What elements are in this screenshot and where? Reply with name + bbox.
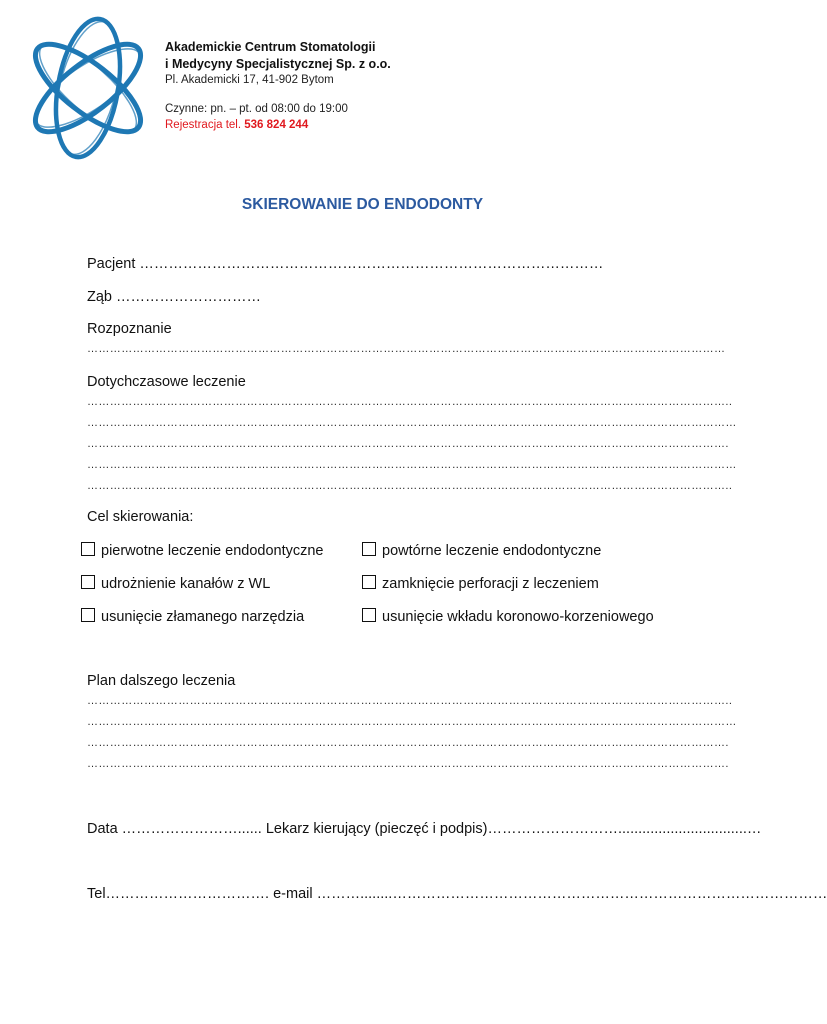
- treatment-line: ………………………………………………………………………………………………………………………………………………………: [87, 459, 737, 471]
- option-retreatment[interactable]: [362, 542, 601, 559]
- option-canal-unblocking[interactable]: [81, 575, 270, 592]
- document-title: SKIEROWANIE DO ENDODONTY: [241, 196, 484, 213]
- purpose-label: Cel skierowania:: [87, 509, 194, 525]
- checkbox[interactable]: [81, 575, 95, 589]
- plan-line: ……………………………………………………………………………………………………………………………………………………..: [87, 695, 733, 707]
- option-perforation-closure[interactable]: [362, 575, 599, 592]
- plan-line: …………………………………………………………………………………………………………………………………………………….: [87, 737, 729, 749]
- plan-line: …………………………………………………………………………………………………………………………………………………….: [87, 758, 729, 770]
- treatment-line: ……………………………………………………………………………………………………………………………………………………..: [87, 396, 733, 408]
- tooth-field: Ząb …………………………: [87, 289, 262, 305]
- option-label: udrożnienie kanałów z WL: [101, 576, 271, 592]
- diagnosis-label: Rozpoznanie: [87, 321, 172, 337]
- plan-label: Plan dalszego leczenia: [87, 673, 236, 689]
- option-post-removal[interactable]: [362, 608, 654, 625]
- treatment-line: …………………………………………………………………………………………………………………………………………………….: [87, 438, 729, 450]
- plan-line: ………………………………………………………………………………………………………………………………………………………: [87, 716, 737, 728]
- checkbox[interactable]: [362, 542, 376, 556]
- checkbox[interactable]: [81, 542, 95, 556]
- contact-line: Tel……………………………. e-mail ………........………………………………………………………………………………: [87, 886, 827, 902]
- option-label: usunięcie złamanego narzędzia: [101, 609, 305, 625]
- org-name-line2: i Medycyny Specjalistycznej Sp. z o.o.: [165, 57, 391, 71]
- diagnosis-line: ……………………………………………………………………………………………………………………………………………………: [87, 343, 726, 355]
- clinic-logo: [20, 14, 156, 162]
- treatment-line: ……………………………………………………………………………………………………………………………………………………..: [87, 480, 733, 492]
- option-broken-instrument[interactable]: [81, 608, 304, 625]
- option-label: pierwotne leczenie endodontyczne: [101, 543, 324, 559]
- treatment-line: ………………………………………………………………………………………………………………………………………………………: [87, 417, 737, 429]
- org-name-line1: Akademickie Centrum Stomatologii: [165, 40, 376, 54]
- org-address: Pl. Akademicki 17, 41-902 Bytom: [165, 74, 334, 86]
- checkbox[interactable]: [362, 608, 376, 622]
- treatment-label: Dotychczasowe leczenie: [87, 374, 246, 390]
- registration-label: Rejestracja tel.: [165, 119, 245, 131]
- patient-field: Pacjent ……………………………………………………………………………………: [87, 256, 604, 272]
- option-label: usunięcie wkładu koronowo-korzeniowego: [382, 609, 654, 625]
- option-primary-endo[interactable]: [81, 542, 323, 559]
- checkbox[interactable]: [81, 608, 95, 622]
- registration-phone: 536 824 244: [244, 119, 309, 131]
- opening-hours: Czynne: pn. – pt. od 08:00 do 19:00: [165, 103, 348, 115]
- checkbox[interactable]: [362, 575, 376, 589]
- date-signature-line: Data ……………………...... Lekarz kierujący (pieczęć i podpis)………………………................................…: [87, 821, 762, 837]
- registration-info: [165, 119, 308, 131]
- option-label: powtórne leczenie endodontyczne: [382, 543, 602, 559]
- option-label: zamknięcie perforacji z leczeniem: [382, 576, 599, 592]
